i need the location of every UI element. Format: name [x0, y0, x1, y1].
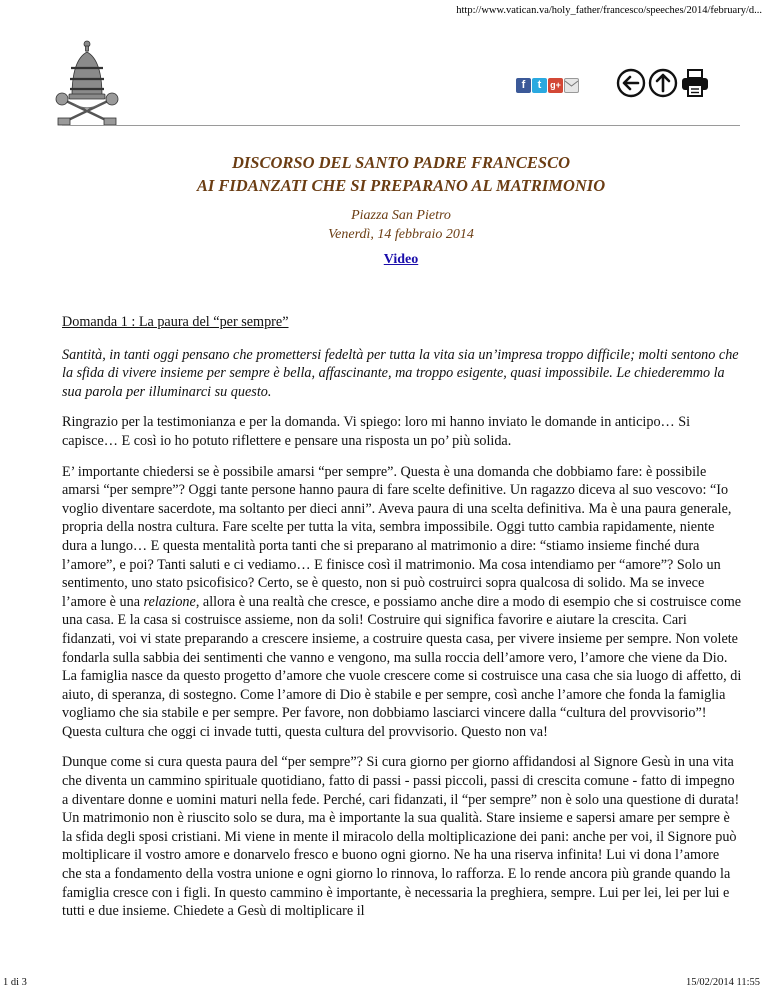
- page-title: [62, 151, 740, 197]
- paragraph-2-part-a: E’ importante chiedersi se è possibile amarsi “per sempre”. Questa è una domanda che dobbiamo fare: è possibile amarsi “per sempre”? Oggi tante persone hanno paura di fare scelte definitive. Un ragazzo diceva al suo vescovo: “Io voglio diventare sacerdote, ma soltanto per dieci anni”. Aveva paura di una scelta definitiva. Ma è una paura generale, propria della nostra cultura. Fare scelte per tutta la vita, sembra impossibile. Oggi tutto cambia rapidamente, niente dura a lungo… E questa mentalità porta tanti che si preparano al matrimonio a dire: “stiamo insieme finché dura l’amore”, e poi? Tanti saluti e ci vediamo… E finisce così il matrimonio. Ma cosa intendiamo per “amore”? Solo un sentimento, uno stato psicofisico? Certo, se è questo, non si può costruirci sopra qualcosa di solido. Ma se invece l’amore è una: [62, 463, 732, 610]
- back-icon[interactable]: [616, 68, 646, 98]
- question-title: Domanda 1 : La paura del “per sempre”: [62, 314, 289, 330]
- header-divider: [62, 125, 740, 126]
- video-link-container: [62, 252, 740, 268]
- papal-emblem-icon: [52, 38, 122, 128]
- paragraph-1: Ringrazio per la testimonianza e per la domanda. Vi spiego: loro mi hanno inviato le domande in anticipo… Si capisce… E così io ho potuto riflettere e pensare una risposta un po’ più solida.: [62, 414, 691, 449]
- facebook-icon[interactable]: f: [516, 78, 531, 93]
- page-number: 1 di 3: [3, 977, 27, 988]
- paragraph-3: Dunque come si cura questa paura del “per sempre”? Si cura giorno per giorno affidandosi al Signore Gesù in una vita che diventa un cammino spirituale quotidiano, fatto di passi - passi piccoli, passi di crescita comune - fatto di impegno a diventare donne e uomini maturi nella fede. Perché, cari fidanzati, il “per sempre” non è solo una questione di durata! Un matrimonio non è riuscito solo se dura, ma è importante la sua qualità. Stare insieme e sapersi amare per sempre è la sfida degli sposi cristiani. Mi viene in mente il miracolo della moltiplicazione dei pani: anche per voi, il Signore può moltiplicare il vostro amore e donarvelo fresco e buono ogni giorno. Ne ha una riserva infinita! Lui vi dona l’amore che sta a fondamento della vostra unione e ogni giorno lo rinnova, lo rafforza. E lo rende ancora più grande quando la famiglia cresce con i figli. In questo cammino è importante, è necessaria la preghiera, sempre. Lui per lei, lei per lui e tutti e due insieme. Chiedete a Gesù di moltiplicare il: [62, 754, 740, 920]
- date-line: Venerdì, 14 febbraio 2014: [328, 227, 474, 242]
- question-text: Santità, in tanti oggi pensano che promettersi fedeltà per tutta la vita sia un’impresa troppo difficile; molti sentono che la sfida di vivere insieme per sempre è bella, affascinante, ma troppo esigente, quasi impossibile. Le chiederemmo la sua parola per illuminarci su questo.: [62, 346, 739, 400]
- speech-content: [62, 313, 742, 933]
- print-icon[interactable]: [680, 68, 710, 98]
- email-icon[interactable]: [564, 78, 579, 93]
- google-plus-icon[interactable]: g+: [548, 78, 563, 93]
- place-line: Piazza San Pietro: [351, 208, 451, 223]
- paragraph-2-italic: relazione: [143, 593, 196, 610]
- print-datetime: 15/02/2014 11:55: [686, 977, 760, 988]
- place-and-date: [62, 206, 740, 244]
- top-icon[interactable]: [648, 68, 678, 98]
- video-link[interactable]: Video: [383, 252, 419, 267]
- paragraph-2-part-b: , allora è una realtà che cresce, e possiamo anche dire a modo di esempio che si costruisce come una casa. E la casa si costruisce assieme, non da soli! Costruire qui significa favorire e aiutare la crescita. Cari fidanzati, voi vi state preparando a crescere insieme, a costruire questa casa, per vivere insieme per sempre. Non volete fondarla sulla sabbia dei sentimenti che vanno e vengono, ma sulla roccia dell’amore vero, l’amore che viene da Dio. La famiglia nasce da questo progetto d’amore che vuole crescere come si costruisce una casa che sia luogo di affetto, di aiuto, di speranza, di sostegno. Come l’amore di Dio è stabile e per sempre, così anche l’amore che fonda la famiglia vogliamo che sia stabile e per sempre. Per favore, non dobbiamo lasciarci vincere dalla “cultura del provvisorio”! Questa cultura che oggi ci invade tutti, questa cultura del provvisorio. Questo non va!: [62, 593, 742, 740]
- title-line-2: AI FIDANZATI CHE SI PREPARANO AL MATRIMONIO: [196, 176, 606, 195]
- paragraph-2: [62, 463, 742, 742]
- twitter-icon[interactable]: t: [532, 78, 547, 93]
- title-line-1: DISCORSO DEL SANTO PADRE FRANCESCO: [231, 153, 571, 172]
- page-url: http://www.vatican.va/holy_father/francesco/speeches/2014/february/d...: [456, 5, 762, 16]
